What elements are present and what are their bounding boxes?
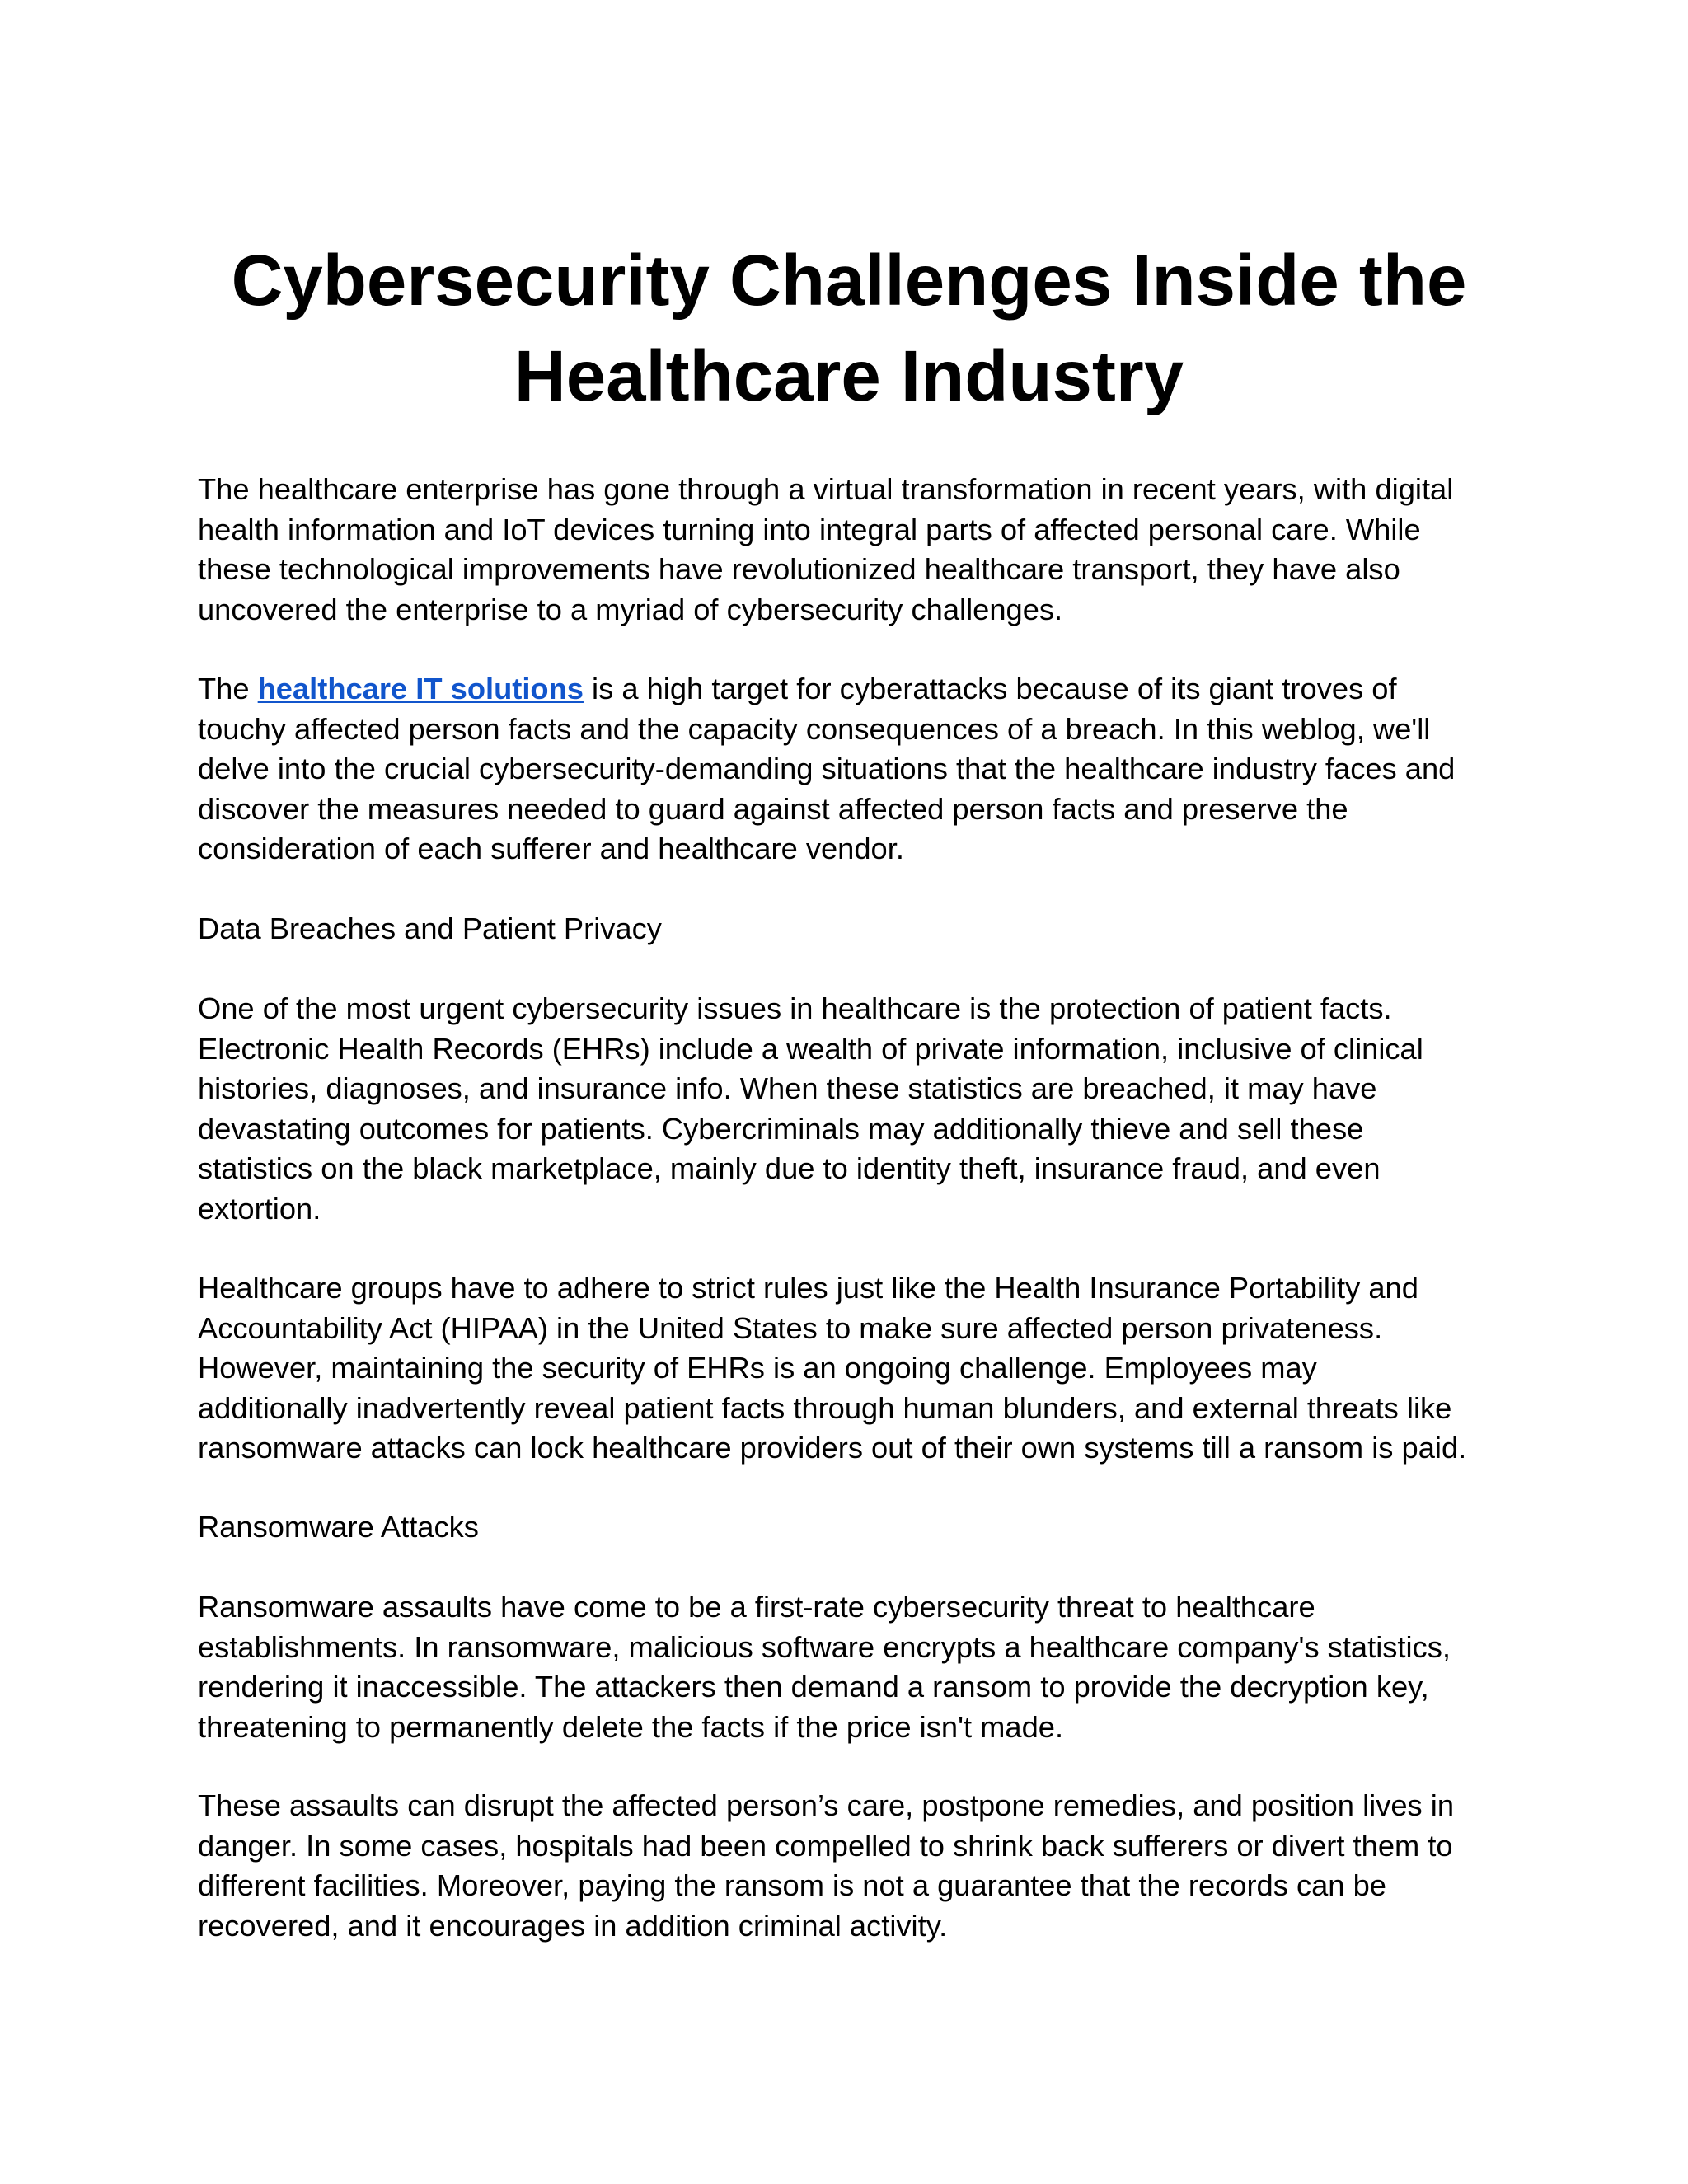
paragraph-line: health information and IoT devices turning into integral parts of affected personal care. While	[198, 512, 1421, 546]
paragraph-line: devastating outcomes for patients. Cybercriminals may additionally thieve and sell these	[198, 1111, 1364, 1146]
intro-paragraph	[198, 470, 1500, 630]
data-breaches-paragraph	[198, 989, 1500, 1229]
section-heading-data-breaches	[198, 909, 1500, 949]
paragraph-line: rendering it inaccessible. The attackers then demand a ransom to provide the decryption key,	[198, 1670, 1429, 1704]
ransomware-paragraph	[198, 1587, 1500, 1747]
paragraph-line: The healthcare enterprise has gone through a virtual transformation in recent years, with digital	[198, 472, 1454, 506]
paragraph-line: Healthcare groups have to adhere to strict rules just like the Health Insurance Portability and	[198, 1271, 1418, 1305]
paragraph-line: recovered, and it encourages in addition criminal activity.	[198, 1908, 948, 1943]
paragraph-text: The	[198, 672, 258, 705]
paragraph-line: establishments. In ransomware, malicious software encrypts a healthcare company's statistics,	[198, 1629, 1451, 1664]
paragraph-line: One of the most urgent cybersecurity issues in healthcare is the protection of patient facts.	[198, 991, 1392, 1025]
paragraph-line: consideration of each sufferer and healthcare vendor.	[198, 832, 904, 865]
paragraph-line: Accountability Act (HIPAA) in the United States to make sure affected person privateness.	[198, 1310, 1383, 1345]
hipaa-paragraph	[198, 1268, 1500, 1469]
document-title	[198, 233, 1500, 424]
paragraph-line: uncovered the enterprise to a myriad of cybersecurity challenges.	[198, 592, 1063, 626]
paragraph-line: However, maintaining the security of EHRs is an ongoing challenge. Employees may	[198, 1351, 1317, 1385]
section-heading-text: Ransomware Attacks	[198, 1510, 479, 1544]
paragraph-line: statistics on the black marketplace, mainly due to identity theft, insurance fraud, and even	[198, 1151, 1381, 1185]
paragraph-text: is a high target for cyberattacks because of its giant troves of	[583, 672, 1397, 705]
paragraph-line: extortion.	[198, 1191, 321, 1226]
healthcare-it-paragraph	[198, 669, 1500, 869]
paragraph-line: ransomware attacks can lock healthcare providers out of their own systems till a ransom is paid.	[198, 1431, 1467, 1465]
paragraph-line: discover the measures needed to guard against affected person facts and preserve the	[198, 791, 1348, 826]
paragraph-line: additionally inadvertently reveal patient facts through human blunders, and external threats like	[198, 1390, 1452, 1425]
section-heading-text: Data Breaches and Patient Privacy	[198, 912, 662, 945]
title-line-2: Healthcare Industry	[513, 336, 1184, 416]
healthcare-it-solutions-link[interactable]: healthcare IT solutions	[257, 672, 584, 705]
paragraph-line: delve into the crucial cybersecurity-demanding situations that the healthcare industry faces and	[198, 752, 1456, 785]
section-heading-ransomware	[198, 1507, 1500, 1548]
paragraph-line: danger. In some cases, hospitals had been compelled to shrink back sufferers or divert them to	[198, 1828, 1453, 1863]
paragraph-line: Electronic Health Records (EHRs) include a wealth of private information, inclusive of clinical	[198, 1031, 1423, 1066]
paragraph-line: threatening to permanently delete the facts if the price isn't made.	[198, 1709, 1064, 1744]
paragraph-line: histories, diagnoses, and insurance info. When these statistics are breached, it may have	[198, 1071, 1377, 1105]
paragraph-line: Ransomware assaults have come to be a first-rate cybersecurity threat to healthcare	[198, 1590, 1315, 1624]
paragraph-line: These assaults can disrupt the affected person’s care, postpone remedies, and position lives in	[198, 1788, 1455, 1822]
title-line-1: Cybersecurity Challenges Inside the	[231, 241, 1467, 321]
paragraph-line: different facilities. Moreover, paying the ransom is not a guarantee that the records can be	[198, 1868, 1386, 1902]
paragraph-line	[198, 669, 1500, 710]
paragraph-line: these technological improvements have revolutionized healthcare transport, they have also	[198, 552, 1400, 586]
ransomware-impact-paragraph	[198, 1786, 1500, 1946]
paragraph-line: touchy affected person facts and the capacity consequences of a breach. In this weblog, we'll	[198, 711, 1431, 746]
